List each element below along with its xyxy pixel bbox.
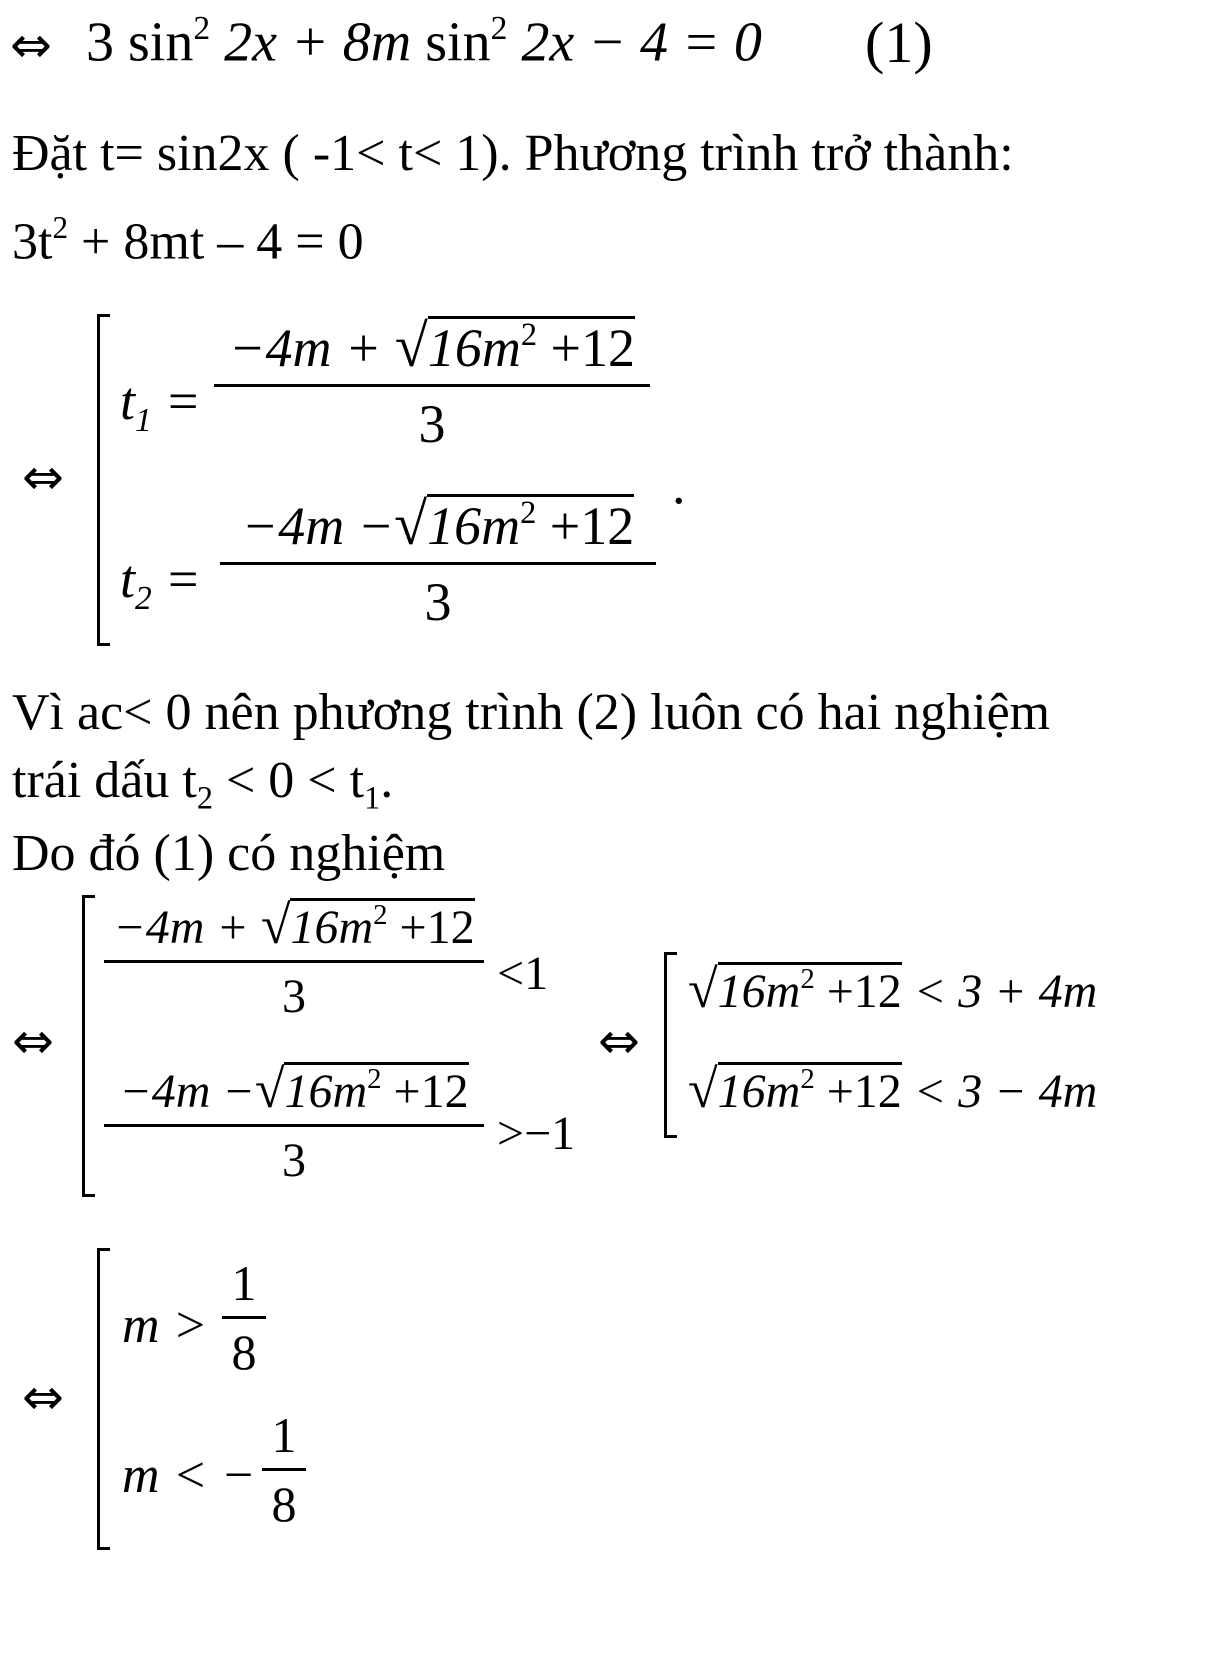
denominator: 3 xyxy=(282,1134,306,1187)
numerator: 1 xyxy=(231,1255,257,1311)
equation-tag: (1) xyxy=(865,10,933,75)
condition-1-relation: <1 xyxy=(497,947,549,1000)
equals: = xyxy=(168,371,199,431)
final-fraction-2 xyxy=(262,1407,306,1532)
fraction-bar xyxy=(262,1468,306,1471)
end-term: 2x − 4 = 0 xyxy=(521,11,762,74)
equivalence-arrow: ⇔ xyxy=(12,1012,54,1070)
bracket xyxy=(82,895,95,1197)
t2-fraction xyxy=(220,491,656,632)
discussion-line-2: trái dấu $t_2 < 0 < t_1$. xyxy=(12,752,394,816)
condition-2-relation: >−1 xyxy=(497,1107,576,1160)
power: 2 xyxy=(490,10,508,47)
numerator: 1 xyxy=(271,1407,297,1463)
coef: 3 xyxy=(86,11,114,74)
quad-rest: + 8mt – 4 = 0 xyxy=(68,213,364,271)
denominator: 3 xyxy=(424,572,452,632)
equivalence-arrow: ⇔ xyxy=(22,1368,64,1426)
numerator: $-4m -√16m^2 +12$ xyxy=(241,491,635,557)
quad-term: 3t xyxy=(12,213,53,271)
t2-label: $t_2$ xyxy=(120,549,152,617)
sin: sin xyxy=(425,11,491,74)
final-lhs-2: m < − xyxy=(122,1447,256,1504)
fraction-bar xyxy=(104,960,484,963)
denominator: 3 xyxy=(282,970,306,1023)
numerator: $-4m + √16m^2 +12$ xyxy=(113,895,475,955)
middle-term: 2x + 8m xyxy=(224,11,412,74)
t1-label: $t_1$ xyxy=(120,371,152,439)
condition-2-fraction xyxy=(104,1059,484,1187)
fraction-bar xyxy=(222,1316,266,1319)
bracket xyxy=(664,952,677,1138)
discussion-line-1: Vì ac< 0 nên phương trình (2) luôn có hai nghiệm xyxy=(12,684,1051,741)
quadratic-equation xyxy=(12,210,364,271)
final-fraction-1 xyxy=(222,1255,266,1380)
equivalence-arrow: ⇔ xyxy=(10,16,52,74)
equals: = xyxy=(168,549,199,609)
denominator: 8 xyxy=(231,1324,257,1380)
equivalence-arrow: ⇔ xyxy=(598,1012,640,1070)
period: . xyxy=(672,455,686,515)
condition-3: $√16m^2 +12 < 3 + 4m$ xyxy=(688,959,1098,1019)
final-lhs-1: m > xyxy=(122,1297,208,1354)
sin: sin xyxy=(128,11,194,74)
denominator: 3 xyxy=(418,394,446,454)
t1-fraction xyxy=(214,313,650,454)
substitution-text: Đặt t= sin2x ( -1< t< 1). Phương trình trở thành: xyxy=(12,125,1014,182)
therefore-line: Do đó (1) có nghiệm xyxy=(12,825,446,882)
bracket xyxy=(97,1248,110,1550)
numerator: $-4m + √16m^2 +12$ xyxy=(229,313,635,379)
equation-1-expression xyxy=(86,10,762,74)
bracket xyxy=(97,314,110,646)
fraction-bar xyxy=(214,384,650,387)
denominator: 8 xyxy=(271,1476,297,1532)
condition-1-fraction xyxy=(104,895,484,1023)
fraction-bar xyxy=(220,562,656,565)
fraction-bar xyxy=(104,1124,484,1127)
power: 2 xyxy=(193,10,211,47)
numerator: $-4m -√16m^2 +12$ xyxy=(119,1059,469,1119)
power: 2 xyxy=(52,210,69,245)
condition-4: $√16m^2 +12 < 3 - 4m$ xyxy=(688,1059,1098,1119)
equivalence-arrow: ⇔ xyxy=(22,448,64,506)
